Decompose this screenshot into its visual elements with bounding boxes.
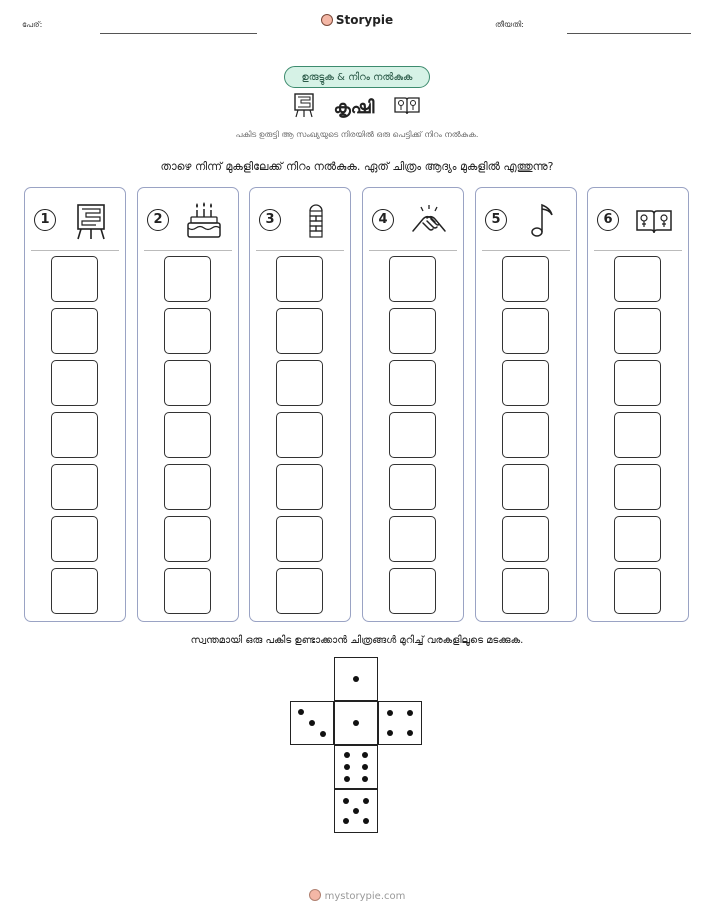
dice-column-3 bbox=[249, 187, 351, 622]
color-box[interactable] bbox=[502, 412, 549, 458]
brand-name: Storypie bbox=[335, 13, 394, 27]
color-box[interactable] bbox=[51, 256, 98, 302]
color-box[interactable] bbox=[51, 412, 98, 458]
column-number: 2 bbox=[147, 209, 169, 231]
color-box[interactable] bbox=[389, 464, 436, 510]
column-number: 4 bbox=[372, 209, 394, 231]
color-box[interactable] bbox=[276, 360, 323, 406]
color-box[interactable] bbox=[164, 516, 211, 562]
die-pip bbox=[407, 710, 413, 716]
color-box[interactable] bbox=[614, 412, 661, 458]
title-row bbox=[0, 92, 714, 122]
color-box[interactable] bbox=[614, 516, 661, 562]
footer bbox=[0, 889, 714, 902]
color-box[interactable] bbox=[164, 412, 211, 458]
die-pip bbox=[407, 730, 413, 736]
color-box[interactable] bbox=[389, 568, 436, 614]
color-box[interactable] bbox=[502, 516, 549, 562]
color-box[interactable] bbox=[51, 516, 98, 562]
column-number: 3 bbox=[259, 209, 281, 231]
die-pip bbox=[344, 752, 350, 758]
die-pip bbox=[362, 764, 368, 770]
column-number: 1 bbox=[34, 209, 56, 231]
die-instruction: സ്വന്തമായി ഒരു പകിട ഉണ്ടാക്കാൻ ചിത്രങ്ങൾ മുറിച്ച് വരകളിലൂടെ മടക്കുക. bbox=[190, 635, 524, 646]
color-box[interactable] bbox=[164, 256, 211, 302]
handshake-icon bbox=[409, 201, 449, 241]
die-pip bbox=[309, 720, 315, 726]
dice-column-6 bbox=[587, 187, 689, 622]
column-divider bbox=[31, 250, 119, 251]
die-pip bbox=[362, 776, 368, 782]
dice-column-2 bbox=[137, 187, 239, 622]
color-box[interactable] bbox=[502, 568, 549, 614]
color-box[interactable] bbox=[276, 464, 323, 510]
name-label: പേര്: bbox=[22, 20, 43, 29]
dice-column-1 bbox=[24, 187, 126, 622]
die-pip bbox=[353, 676, 359, 682]
color-box[interactable] bbox=[51, 360, 98, 406]
maze-easel-icon bbox=[293, 92, 315, 122]
die-face bbox=[378, 701, 422, 745]
color-box[interactable] bbox=[389, 308, 436, 354]
color-box[interactable] bbox=[276, 256, 323, 302]
flower-book-icon bbox=[393, 94, 421, 120]
color-box[interactable] bbox=[51, 568, 98, 614]
die-pip bbox=[298, 709, 304, 715]
page-title: കൃഷി bbox=[333, 96, 375, 118]
instruction: താഴെ നിന്ന് മുകളിലേക്ക് നിറം നൽകുക. ഏത് ചിത്രം ആദ്യം മുകളിൽ എത്തുന്നു? bbox=[160, 160, 554, 173]
activity-badge: ഉരുട്ടുക & നിറം നൽകുക bbox=[284, 66, 430, 88]
color-box[interactable] bbox=[164, 308, 211, 354]
die-face bbox=[290, 701, 334, 745]
die-face bbox=[334, 745, 378, 789]
color-box[interactable] bbox=[389, 516, 436, 562]
color-box[interactable] bbox=[276, 516, 323, 562]
die-face bbox=[334, 701, 378, 745]
column-divider bbox=[369, 250, 457, 251]
die-face bbox=[334, 657, 378, 701]
color-box[interactable] bbox=[164, 360, 211, 406]
color-box[interactable] bbox=[164, 464, 211, 510]
color-box[interactable] bbox=[164, 568, 211, 614]
dice-column-4 bbox=[362, 187, 464, 622]
footer-url: mystorypie.com bbox=[324, 891, 406, 902]
hopscotch-icon bbox=[296, 201, 336, 241]
color-box[interactable] bbox=[502, 360, 549, 406]
die-pip bbox=[344, 764, 350, 770]
date-label: തീയതി: bbox=[495, 20, 524, 29]
color-box[interactable] bbox=[614, 568, 661, 614]
die-pip bbox=[353, 720, 359, 726]
color-box[interactable] bbox=[614, 256, 661, 302]
storypie-logo-icon bbox=[309, 889, 321, 901]
subtitle: പകിട ഉരുട്ടി ആ സംഖ്യയുടെ നിരയിൽ ഒരു പെട്ടിക്ക് നിറം നൽകുക. bbox=[235, 130, 479, 139]
column-divider bbox=[256, 250, 344, 251]
birthday-cake-icon bbox=[184, 201, 224, 241]
date-field[interactable] bbox=[567, 33, 691, 34]
color-box[interactable] bbox=[614, 308, 661, 354]
die-face bbox=[334, 789, 378, 833]
color-box[interactable] bbox=[389, 360, 436, 406]
storypie-logo-icon bbox=[321, 14, 333, 26]
color-box[interactable] bbox=[51, 464, 98, 510]
die-pip bbox=[344, 776, 350, 782]
die-pip bbox=[387, 730, 393, 736]
color-box[interactable] bbox=[502, 308, 549, 354]
maze-easel-icon bbox=[71, 201, 111, 241]
color-box[interactable] bbox=[502, 256, 549, 302]
name-field[interactable] bbox=[100, 33, 257, 34]
dice-column-5 bbox=[475, 187, 577, 622]
color-box[interactable] bbox=[389, 412, 436, 458]
color-box[interactable] bbox=[614, 360, 661, 406]
flower-book-icon bbox=[634, 201, 674, 241]
die-pip bbox=[387, 710, 393, 716]
die-pip bbox=[362, 752, 368, 758]
color-box[interactable] bbox=[502, 464, 549, 510]
color-box[interactable] bbox=[276, 568, 323, 614]
column-number: 5 bbox=[485, 209, 507, 231]
color-box[interactable] bbox=[614, 464, 661, 510]
color-box[interactable] bbox=[276, 412, 323, 458]
color-box[interactable] bbox=[389, 256, 436, 302]
color-box[interactable] bbox=[276, 308, 323, 354]
column-divider bbox=[482, 250, 570, 251]
die-pip bbox=[320, 731, 326, 737]
die-pip bbox=[343, 818, 349, 824]
die-pip bbox=[363, 818, 369, 824]
column-divider bbox=[144, 250, 232, 251]
brand-logo bbox=[0, 13, 714, 27]
die-pip bbox=[343, 798, 349, 804]
die-pip bbox=[363, 798, 369, 804]
music-note-icon bbox=[522, 201, 562, 241]
die-pip bbox=[353, 808, 359, 814]
column-number: 6 bbox=[597, 209, 619, 231]
column-divider bbox=[594, 250, 682, 251]
color-box[interactable] bbox=[51, 308, 98, 354]
